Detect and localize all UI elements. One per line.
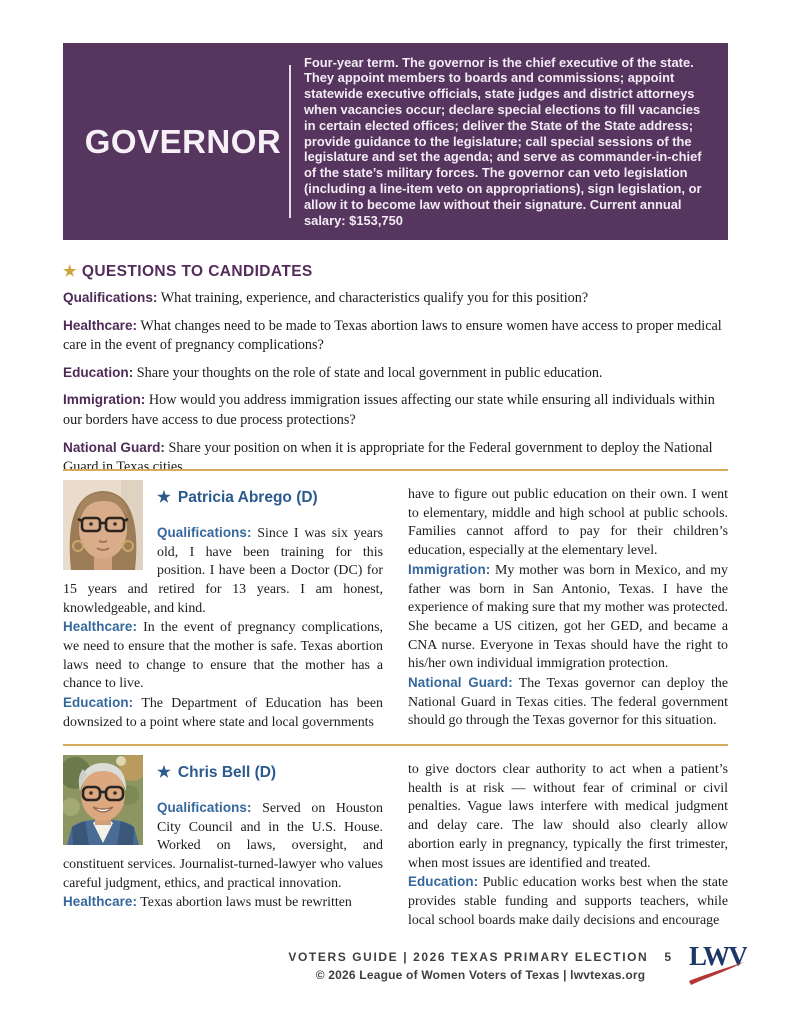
question-label: Healthcare: [63,317,138,333]
candidate-star-icon: ★ [157,489,171,506]
answer-paragraph [63,893,383,913]
answer-text: In the event of pregnancy complications, we need to ensure that the mother is safe. Texas abortion laws need to change to ensure that the mother has a chance to live. [63,620,383,692]
answer-paragraph [408,486,728,561]
candidate-card-abrego [63,469,728,730]
answers-column-left [63,755,383,934]
candidate-photo-abrego [63,480,143,570]
answer-label: Healthcare: [63,894,138,910]
answer-label: Immigration: [408,561,491,577]
office-description: Four-year term. The governor is the chief executive of the state. They appoint members to boards and commissions; appoint statewide executive officials, state judges and district attorneys when vacancies occur; declare special elections to fill vacancies in certain elected offices; deliver the State of the State address; provide guidance to the legislature; call special sessions of the legislature and set the agenda; and serve as commander-in-chief of the state’s military forces. The governor can veto legislation (including a line-item veto on appropriations), sign legislation, or allow it to become law without their signature. Current annual salary: $153,750 [304,54,702,228]
answer-label: National Guard: [408,675,513,691]
question-text: How would you address immigration issues affecting our state while ensuring all individuals within our borders have access to due process protections? [63,392,715,428]
footer-page-number: 5 [664,950,673,964]
answer-text: Served on Houston City Council and in the U.S. House. Worked on laws, oversight, and constituent services. Journalist-turned-lawyer who values careful judgment, ethics, and practical innovation. [63,800,383,891]
candidate-photo-bell [63,755,143,845]
question-text: What changes need to be made to Texas abortion laws to ensure women have access to proper medical care in the event of pregnancy complications? [63,317,722,354]
question-label: Immigration: [63,392,146,408]
answers-column-left [63,480,383,730]
answer-text: The Texas governor can deploy the National Guard in Texas cities. The federal government should go through the Texas governor for this situation. [408,676,728,729]
answer-text: Texas abortion laws must be rewritten [140,895,352,911]
section-heading-text: QUESTIONS TO CANDIDATES [81,263,313,280]
office-header [63,43,728,240]
answer-label: Qualifications: [157,799,252,815]
candidate-card-bell [63,744,728,934]
question-item [63,289,728,309]
questions-section [63,262,728,478]
question-text: Share your position on when it is appropriate for the Federal government to deploy the National Guard in Texas cities. [63,439,713,476]
candidate-star-icon: ★ [157,764,171,781]
footer-guide-text: VOTERS GUIDE | 2026 TEXAS PRIMARY ELECTION [288,950,649,964]
answer-text: Public education works best when the state provides stable funding and supports teachers, while local school boards make daily decisions and encourage [408,875,728,928]
question-item [63,391,728,430]
candidate-name-text: Chris Bell (D) [177,764,277,781]
answer-paragraph [408,674,728,731]
answer-label: Healthcare: [63,619,138,635]
question-item [63,317,728,356]
answer-label: Education: [63,695,134,711]
question-label: Education: [63,364,134,380]
page-title: GOVERNOR [84,122,282,160]
answer-label: Education: [408,874,479,890]
candidate-name-text: Patricia Abrego (D) [177,489,318,506]
answer-text: have to figure out public education on their own. I went to elementary, middle and high school at public schools. Families cannot afford to pay for their children’s education, especially at the elementary level. [408,487,728,559]
answer-paragraph [63,694,383,732]
answer-paragraph [408,561,728,674]
answers-column-right [408,480,728,729]
footer-copyright-line: © 2026 League of Women Voters of Texas | lwvtexas.org [315,968,646,982]
question-item [63,364,728,384]
answer-label: Qualifications: [157,524,252,540]
question-label: National Guard: [63,439,165,455]
answer-text: The Department of Education has been downsized to a point where state and local governments [63,696,383,730]
answer-text: Since I was six years old, I have been training for this position. I have been a Doctor (DC) for 15 years and retired for 13 years. I am honest, knowledgeable, and kind. [63,525,383,616]
section-heading [63,262,728,281]
question-label: Qualifications: [63,290,158,305]
lwv-logo-text: LWV [689,941,747,971]
star-icon: ★ [63,263,77,280]
footer [0,950,791,982]
question-text: What training, experience, and characteristics qualify you for this position? [160,290,589,306]
answer-paragraph [63,618,383,694]
answer-paragraph [408,873,728,930]
answers-column-right [408,755,728,934]
answer-text: My mother was born in Mexico, and my father was born in San Antonio, Texas. I have the experience of making sure that my mother was protected. She became a US citizen, got her GED, and became a CNA nurse. Everyone in Texas should have the right to his/her own individual immigration protection. [408,562,728,672]
question-text: Share your thoughts on the role of state and local government in public education. [136,364,603,381]
lwv-logo [687,936,747,990]
answer-text: to give doctors clear authority to act when a patient’s health is at risk — without fear of criminal or civil penalties. Vague laws interfere with medical judgment and delay care. The law should also clearly allow abortion early in pregnancy, typically the first trimester, when most issues are identified and treated. [408,762,728,871]
answer-paragraph [408,761,728,873]
